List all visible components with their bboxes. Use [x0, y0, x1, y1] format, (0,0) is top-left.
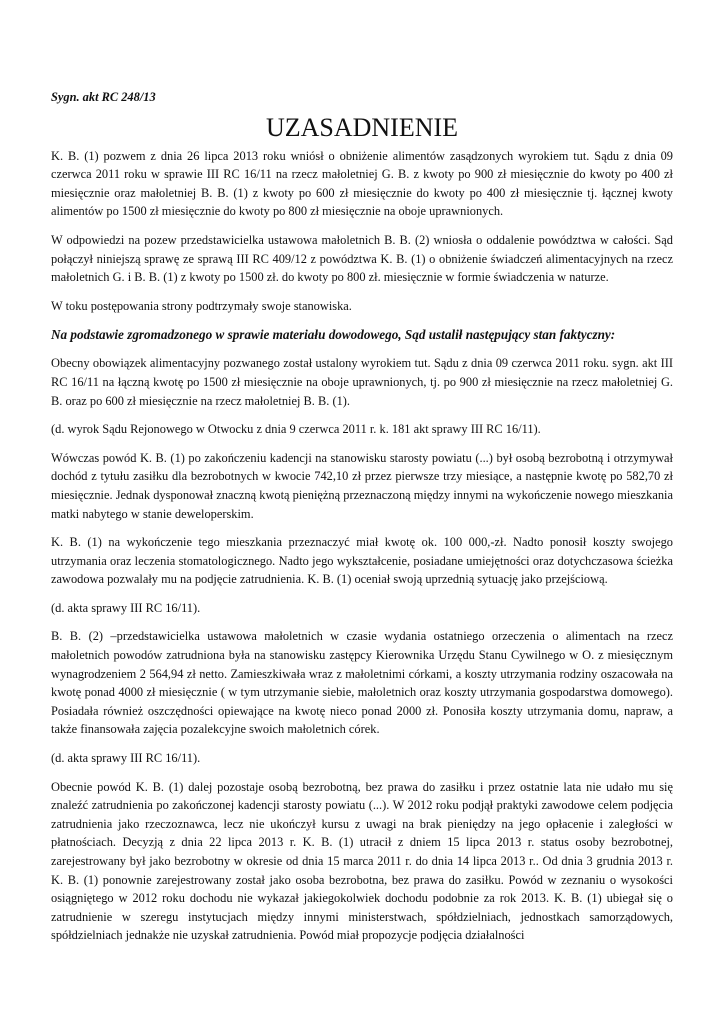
document-page: [51, 88, 673, 955]
paragraph: (d. akta sprawy III RC 16/11).: [51, 751, 201, 766]
paragraph: W toku postępowania strony podtrzymały swoje stanowiska.: [51, 298, 352, 313]
paragraph: (d. akta sprawy III RC 16/11).: [51, 600, 201, 615]
document-title: UZASADNIENIE: [265, 112, 459, 142]
section-heading: Na podstawie zgromadzonego w sprawie materiału dowodowego, Sąd ustalił następujący stan faktyczny:: [51, 327, 616, 343]
paragraph: K. B. (1) pozwem z dnia 26 lipca 2013 roku wniósł o obniżenie alimentów zasądzonych wyrokiem tut. Sądu z dnia 09 czerwca 2011 roku w sprawie III RC 16/11 na rzecz małoletniej G. B. z kwoty po 900 zł miesięcznie do kwoty po 400 zł miesięcznie oraz małoletniej B. B. (1) z kwoty po 600 zł miesięcznie do kwoty po 400 zł miesięcznie tj. łącznej kwoty alimentów po 1500 zł miesięcznie do kwoty po 800 zł miesięcznie na oboje uprawnionych.: [51, 148, 673, 219]
paragraph: Wówczas powód K. B. (1) po zakończeniu kadencji na stanowisku starosty powiatu (...) był osobą bezrobotną i otrzymywał dochód z tytułu zasiłku dla bezrobotnych w kwocie 742,10 zł przez pierwsze trzy miesiące, a następnie kwotę po 582,70 zł miesięcznie. Jednak dysponował znaczną kwotą pieniężną przeznaczoną między innymi na wykończenie nowego mieszkania matki nabytego w stanie deweloperskim.: [51, 450, 673, 521]
paragraph: B. B. (2) –przedstawicielka ustawowa małoletnich w czasie wydania ostatniego orzeczenia o alimentach na rzecz małoletnich powodów zatrudniona była na stanowisku zastępcy Kierownika Urzędu Stanu Cywilnego w O. z miesięcznym wynagrodzeniem 2 564,94 zł netto. Zamieszkiwała wraz z małoletnimi córkami, a koszty utrzymania rodziny oszacowała na kwotę ponad 4000 zł miesięcznie ( w tym utrzymanie siebie, małoletnich oraz koszty utrzymania gospodarstwa domowego). Posiadała również oszczędności opiewające na kwotę nieco ponad 2000 zł. Ponosiła koszty utrzymania domu, napraw, a także finansowała zajęcia pozalekcyjne swoich małoletnich córek.: [51, 629, 673, 737]
paragraph: K. B. (1) na wykończenie tego mieszkania przeznaczyć miał kwotę ok. 100 000,-zł. Nadto ponosił koszty swojego utrzymania oraz leczenia stomatologicznego. Nadto jego wykształcenie, posiadane umiejętności oraz dotychczasowa ścieżka zawodowa pozwalały mu na podjęcie zatrudnienia. K. B. (1) oceniał swoją uprzednią sytuację jako przejściową.: [51, 535, 673, 587]
paragraph: Obecny obowiązek alimentacyjny pozwanego został ustalony wyrokiem tut. Sądu z dnia 09 czerwca 2011 roku. sygn. akt III RC 16/11 na łączną kwotę po 1500 zł miesięcznie na oboje uprawnionych, tj. po 900 zł miesięcznie na rzecz małoletniej G. B. oraz po 600 zł miesięcznie na rzecz małoletniej B. B. (1).: [51, 356, 673, 408]
paragraph: Obecnie powód K. B. (1) dalej pozostaje osobą bezrobotną, bez prawa do zasiłku i przez ostatnie lata nie udało mu się znaleźć zatrudnienia po zakończonej kadencji starosty powiatu (...). W 2012 roku podjął praktyki zawodowe celem podjęcia zatrudnienia jako rzeczoznawca, lecz nie ukończył kursu z uwagi na brak pieniędzy na jego opłacenie i zaległości w płatnościach. Decyzją z dnia 22 lipca 2013 r. K. B. (1) utracił z dniem 15 lipca 2013 r. status osoby bezrobotnej, zarejestrowany był jako bezrobotny w okresie od dnia 15 marca 2011 r. do dnia 14 lipca 2013 r.. Od dnia 3 grudnia 2013 r. K. B. (1) ponownie zarejestrowany został jako osoba bezrobotna, bez prawa do zasiłku. Powód w zeznaniu o wysokości osiągniętego w 2012 roku dochodu nie wykazał jakiegokolwiek dochodu podobnie za rok 2013. K. B. (1) ubiegał się o zatrudnienie w szeregu instytucjach między innymi ministerstwach, spółdzielniach, jednostkach samorządowych, spółdzielniach jednakże nie uzyskał zatrudnienia. Powód miał propozycje podjęcia działalności: [51, 779, 673, 943]
paragraph: W odpowiedzi na pozew przedstawicielka ustawowa małoletnich B. B. (2) wniosła o oddalenie powództwa w całości. Sąd połączył niniejszą sprawę ze sprawą III RC 409/12 z powództwa K. B. (1) o obniżenie świadczeń alimentacyjnych na rzecz małoletnich G. i B. B. (1) z kwoty po 1500 zł. do kwoty po 800 zł. miesięcznie w formie świadczenia w naturze.: [51, 232, 673, 285]
document-body: [51, 147, 673, 945]
case-reference: Sygn. akt RC 248/13: [51, 90, 156, 104]
paragraph: (d. wyrok Sądu Rejonowego w Otwocku z dnia 9 czerwca 2011 r. k. 181 akt sprawy III RC 16/11).: [51, 422, 541, 437]
